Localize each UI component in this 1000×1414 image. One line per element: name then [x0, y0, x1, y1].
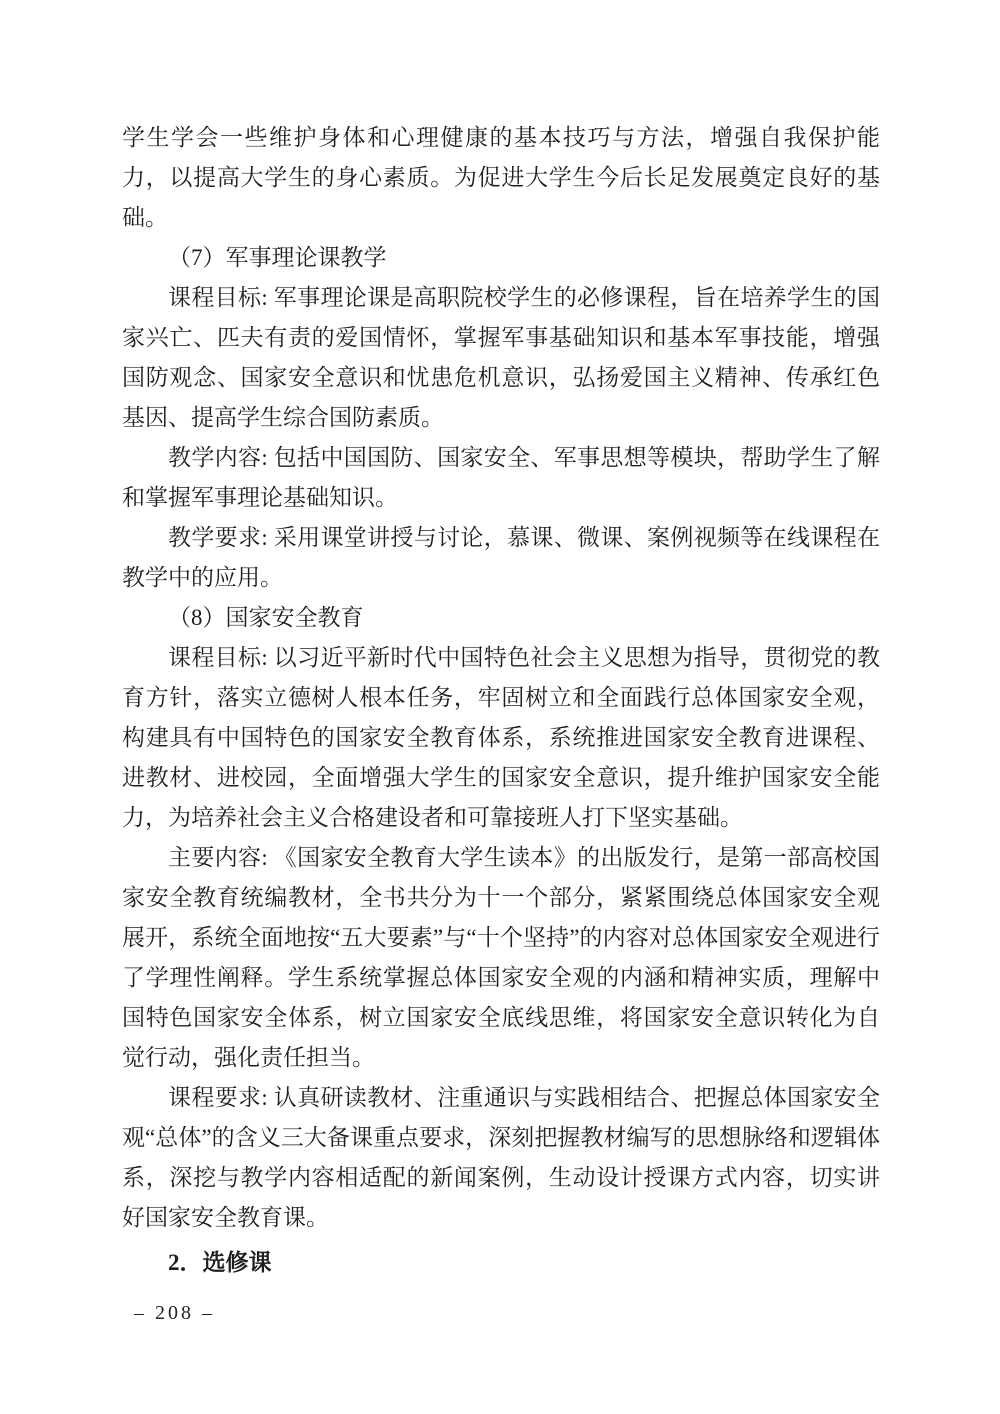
paragraph-teaching-requirement: 教学要求: 采用课堂讲授与讨论，慕课、微课、案例视频等在线课程在教学中的应用。	[122, 525, 880, 590]
section-item-8-heading: （8）国家安全教育	[168, 605, 364, 630]
paragraph-course-goal-military: 课程目标: 军事理论课是高职院校学生的必修课程，旨在培养学生的国家兴亡、匹夫有责的爱国情怀，掌握军事基础知识和基本军事技能，增强国防观念、国家安全意识和忧患危机意识，弘扬爱国主义精神、传承红色基因、提高学生综合国防素质。	[122, 285, 880, 430]
section-item-7-heading: （7）军事理论课教学	[168, 245, 387, 270]
document-body	[122, 118, 880, 1283]
subsection-heading-electives: 2．选修课	[168, 1250, 272, 1275]
page-number: – 208 –	[134, 1302, 215, 1324]
paragraph-course-goal-national-security: 课程目标: 以习近平新时代中国特色社会主义思想为指导，贯彻党的教育方针，落实立德树人根本任务，牢固树立和全面践行总体国家安全观，构建具有中国特色的国家安全教育体系，系统推进国家安全教育进课程、进教材、进校园，全面增强大学生的国家安全意识，提升维护国家安全能力，为培养社会主义合格建设者和可靠接班人打下坚实基础。	[122, 645, 880, 830]
paragraph-continuation: 学生学会一些维护身体和心理健康的基本技巧与方法，增强自我保护能力，以提高大学生的身心素质。为促进大学生今后长足发展奠定良好的基础。	[122, 125, 880, 230]
paragraph-teaching-content: 教学内容: 包括中国国防、国家安全、军事思想等模块，帮助学生了解和掌握军事理论基础知识。	[122, 445, 880, 510]
paragraph-main-content: 主要内容: 《国家安全教育大学生读本》的出版发行，是第一部高校国家安全教育统编教材，全书共分为十一个部分，紧紧围绕总体国家安全观展开，系统全面地按“五大要素”与“十个坚持”的内容对总体国家安全观进行了学理性阐释。学生系统掌握总体国家安全观的内涵和精神实质，理解中国特色国家安全体系，树立国家安全底线思维，将国家安全意识转化为自觉行动，强化责任担当。	[122, 845, 880, 1070]
paragraph-course-requirement: 课程要求: 认真研读教材、注重通识与实践相结合、把握总体国家安全观“总体”的含义三大备课重点要求，深刻把握教材编写的思想脉络和逻辑体系，深挖与教学内容相适配的新闻案例，生动设计授课方式内容，切实讲好国家安全教育课。	[122, 1085, 880, 1230]
